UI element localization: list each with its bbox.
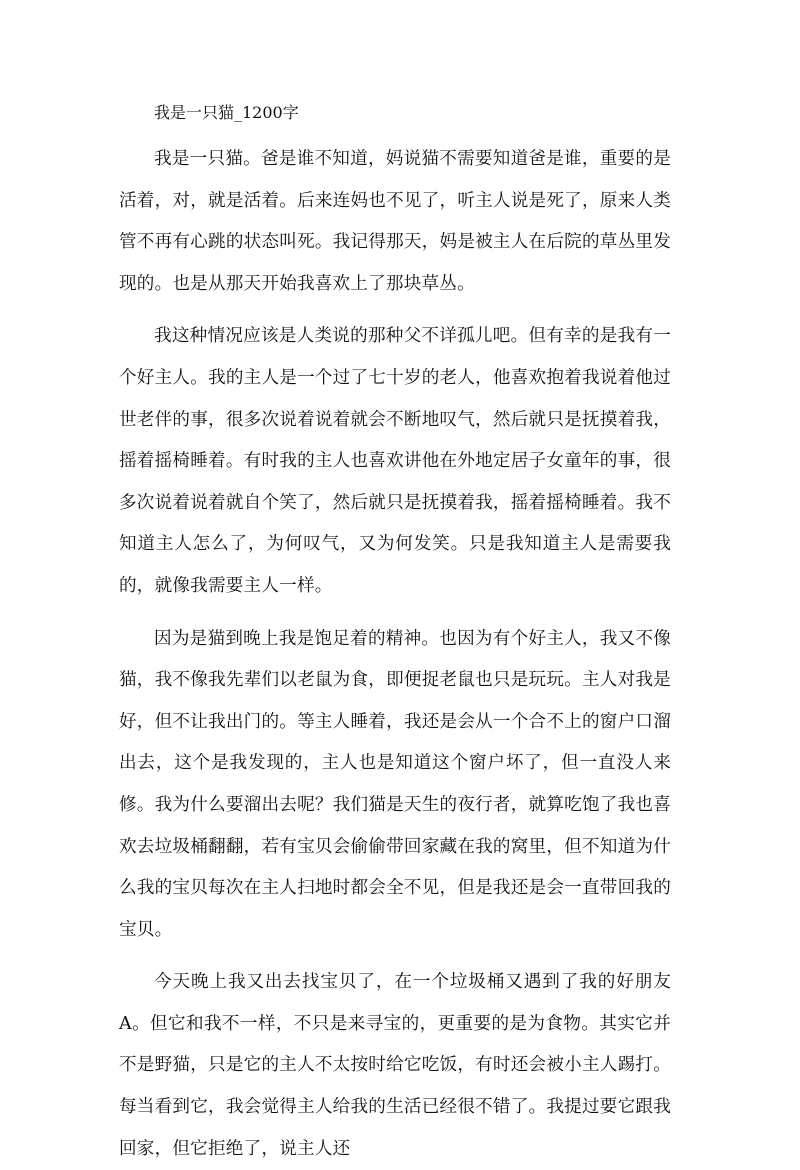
document-body [119, 98, 671, 1170]
essay-title: 我是一只猫_1200字 [154, 103, 299, 122]
paragraph-3: 因为是猫到晚上我是饱足着的精神。也因为有个好主人，我又不像猫，我不像我先辈们以老鼠为食，即便捉老鼠也只是玩玩。主人对我是好，但不让我出门的。等主人睡着，我还是会从一个合不上的窗户口溜出去，这个是我发现的，主人也是知道这个窗户坏了，但一直没人来修。我为什么要溜出去呢？我们猫是天生的夜行者，就算吃饱了我也喜欢去垃圾桶翻翻，若有宝贝会偷偷带回家藏在我的窝里，但不知道为什么我的宝贝每次在主人扫地时都会全不见，但是我还是会一直带回我的宝贝。 [119, 628, 671, 940]
paragraph-1: 我是一只猫。爸是谁不知道，妈说猫不需要知道爸是谁，重要的是活着，对，就是活着。后来连妈也不见了，听主人说是死了，原来人类管不再有心跳的状态叫死。我记得那天，妈是被主人在后院的草丛里发现的。也是从那天开始我喜欢上了那块草丛。 [119, 149, 671, 294]
paragraph-2: 我这种情况应该是人类说的那种父不详孤儿吧。但有幸的是我有一个好主人。我的主人是一个过了七十岁的老人，他喜欢抱着我说着他过世老伴的事，很多次说着说着就会不断地叹气，然后就只是抚摸着我，摇着摇椅睡着。有时我的主人也喜欢讲他在外地定居子女童年的事，很多次说着说着就自个笑了，然后就只是抚摸着我，摇着摇椅睡着。我不知道主人怎么了，为何叹气，又为何发笑。只是我知道主人是需要我的，就像我需要主人一样。 [119, 326, 671, 596]
paragraph-4: 今天晚上我又出去找宝贝了，在一个垃圾桶又遇到了我的好朋友A。但它和我不一样，不只是来寻宝的，更重要的是为食物。其实它并不是野猫，只是它的主人不太按时给它吃饭，有时还会被小主人踢打。每当看到它，我会觉得主人给我的生活已经很不错了。我提过要它跟我回家，但它拒绝了，说主人还 [119, 972, 671, 1159]
